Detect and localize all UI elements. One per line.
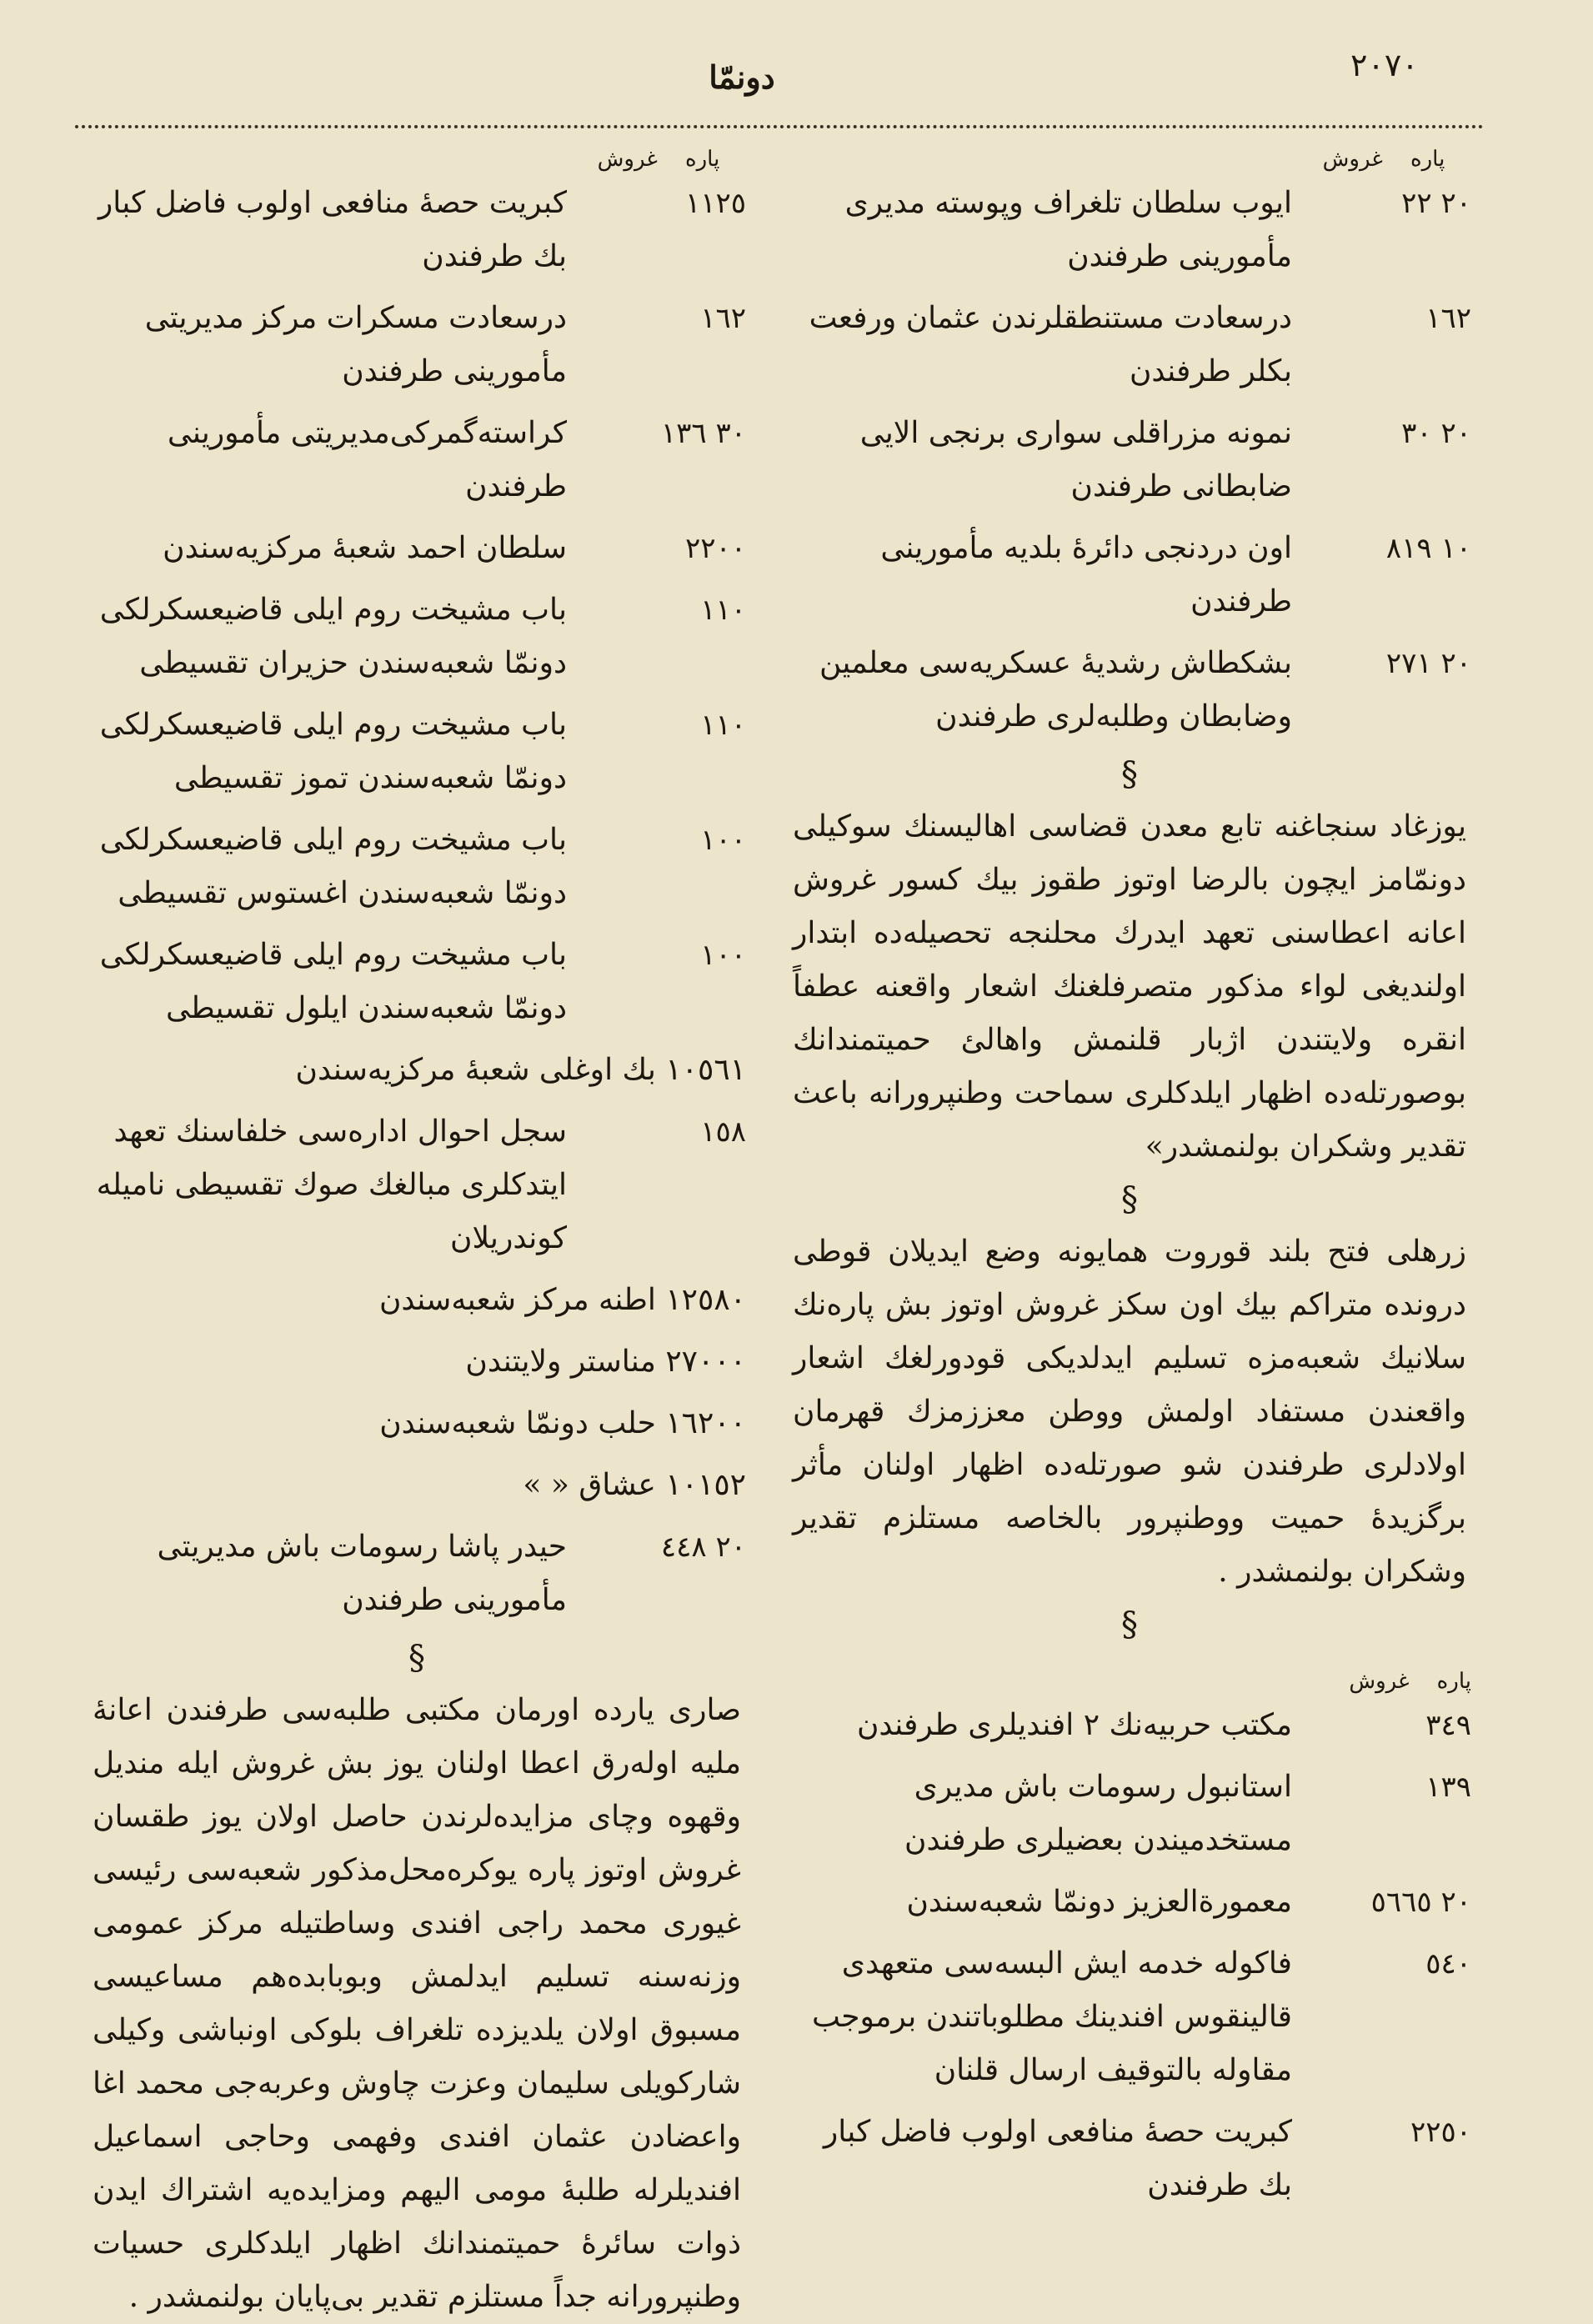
entry-text: باب مشیخت روم ایلی قاضیعسکرلکی دونمّا شعبه‌سندن تموز تقسیطی [99,708,567,795]
entry-text: سلطان احمد شعبهٔ مرکزیه‌سندن [163,531,567,565]
list-item [788,177,1471,283]
entry-text: ایوب سلطان تلغراف وپوسته مدیری مأمورینی طرفندن [844,186,1292,273]
list-item [88,1335,746,1389]
entry-text: کبریت حصهٔ منافعی اولوب فاضل کبار بك طرفندن [98,186,567,273]
amount: ١٦٢ [700,302,746,335]
list-item [88,1520,746,1627]
amount: ١١٢٥ [684,187,746,220]
amount: ٢٠ ٢٧١ [1385,647,1471,680]
list-item [88,1274,746,1327]
entry-text: باب مشیخت روم ایلی قاضیعسکرلکی دونمّا شعبه‌سندن حزیران تقسیطی [99,593,567,680]
amount: ٢٠ ٣٠ [1401,417,1471,450]
entry-text: ٢٧٠٠٠ مناستر ولایتندن [465,1345,746,1379]
entry-text: باب مشیخت روم ایلی قاضیعسکرلکی دونمّا شعبه‌سندن ایلول تقسیطی [99,938,567,1025]
entry-text: اون دردنجی دائرهٔ بلدیه مأمورینی طرفندن [880,531,1292,619]
list-item [88,177,746,283]
paragraph: یوزغاد سنجاغنه تابع معدن قضاسی اهالیسنك سوکیلی دونمّامز ایچون بالرضا اوتوز طقوز بیك کسور غروش اعانه اعطاسنی تعهد ایدرك محلنجه تحصیله‌ده ابتدار اولندیغی لواء مذکور متصرفلغنك اشعار واقعنه عطفاً انقره ولایتندن اژبار قلنمش واهالئ حمیتمندانك بوصورتله‌ده اظهار ایلدکلری سماحت وطنپرورانه باعث تقدیر وشکران بولنمشدر» [793,809,1466,1164]
kurus-heading: غروش [1349,1669,1410,1694]
entry-text: باب مشیخت روم ایلی قاضیعسکرلکی دونمّا شعبه‌سندن اغستوس تقسیطی [99,823,567,910]
amount: ٢٠ ٢٢ [1401,187,1471,220]
kurus-heading: غروش [1322,147,1383,172]
column-header [788,1664,1471,1699]
para-heading: پاره [684,147,720,172]
amount: ١٥٨ [700,1115,746,1149]
entry-text: حیدر پاشا رسومات باش مدیریتی مأمورینی طرفندن [157,1530,567,1617]
amount: ١١٠ [700,709,746,742]
entry-text: ١٠٥٦١ بك اوغلی شعبهٔ مرکزیه‌سندن [295,1053,746,1087]
entry-text: بشکطاش رشدیهٔ عسکریه‌سی معلمین وضابطان وطلبه‌لری طرفندن [819,646,1292,734]
column-header [88,142,746,177]
entry-text: نمونه مزراقلی سواری برنجی الایی ضابطانی طرفندن [859,416,1292,503]
amount: ١٦٢ [1425,302,1471,335]
entry-text: درسعادت مستنطقلرندن عثمان ورفعت بکلر طرفندن [809,301,1292,388]
entry-text: فاکوله خدمه ایش البسه‌سی متعهدی قالینقوس افندینك مطلوباتندن برموجب مقاوله بالتوقیف ارسال قلنان [811,1946,1292,2087]
amount: ٢٢٥٠ [1410,2116,1471,2149]
list-item [788,637,1471,744]
list-item [88,292,746,398]
para-heading: پاره [1410,147,1445,172]
entry-text: کبریت حصهٔ منافعی اولوب فاضل کبار بك طرفندن [823,2115,1292,2202]
list-item [88,407,746,513]
entry-text: مکتب حربیه‌نك ٢ افندیلری طرفندن [856,1708,1292,1742]
page-number: ٢٠٧٠ [1350,47,1419,83]
list-item [88,814,746,920]
para-heading: پاره [1436,1669,1471,1694]
list-item [788,2106,1471,2212]
list-item [788,1937,1471,2097]
list-item [88,584,746,690]
section-mark: § [1121,1605,1138,1644]
section-mark: § [1121,755,1138,794]
section-mark: § [408,1639,425,1677]
entry-text: سجل احوال اداره‌سی خلفاسنك تعهد ایتدکلری مبالغك صوك تقسیطی ناميله کوندریلان [96,1114,567,1255]
amount: ٥٤٠ [1425,1947,1471,1981]
entry-text: کراسته‌گمرکی‌مدیریتی مأمورینی طرفندن [167,416,567,503]
amount: ١٠ ٨١٩ [1385,532,1471,565]
list-item [788,407,1471,513]
list-item [88,699,746,805]
header-divider [75,125,1484,128]
entry-text: ١٦٢٠٠ حلب دونمّا شعبه‌سندن [379,1406,746,1440]
amount: ٢٠ ٥٦٦٥ [1370,1886,1471,1919]
list-item [88,929,746,1035]
entry-text: درسعادت مسکرات مرکز مدیریتی مأمورینی طرفندن [144,301,567,388]
entry-text: ١٢٥٨٠ اطنه مرکز شعبه‌سندن [378,1283,746,1317]
list-item [88,1459,746,1512]
paragraph: زرهلی فتح بلند قوروت همایونه وضع ایدیلان قوطی درونده متراکم بیك اون سکز غروش اوتوز بش پاره‌نك سلانیك شعبه‌مزه تسلیم ایدلدیکی قودورلغك اشعار واقعندن مستفاد اولمش ووطن معززمزك قهرمان اولادلری طرفندن شو صورتله‌ده اظهار اولنان مأثر برگزیدهٔ حمیت ووطنپرور بالخاصه مستلزم تقدیر وشکران بولنمشدر . [793,1235,1466,1589]
list-item [788,1699,1471,1752]
list-item [788,1876,1471,1929]
entry-text: معمورة‌العزیز دونمّا شعبه‌سندن [906,1885,1292,1919]
left-column [88,142,746,2324]
list-item [88,1044,746,1097]
list-item [788,292,1471,398]
paragraph: صاری یارده اورمان مکتبی طلبه‌سی طرفندن اعانهٔ ملیه اوله‌رق اعطا اولنان یوز بش غروش ایله مندیل وقهوه وچای مزایده‌لرندن حاصل اولان یوز طقسان غروش اوتوز پاره یوکره‌محل‌مذکور شعبه‌سی رئیسی غیوری محمد راجی افندی وساطتیله مرکز عمومی وزنه‌سنه تسلیم ایدلمش وبوبابده‌هم مساعیسی مسبوق اولان یلدیزده تلغراف بلوکی اونباشی وکیلی شارکویلی سلیمان وعزت چاوش وعربه‌جی محمد اغا واعضادن عثمان افندی وفهمی وحاجی اسماعیل افندیلرله طلبهٔ مومی الیهم ومزایده‌یه اشتراك ایدن ذوات سائرهٔ حمیتمندانك اظهار ایلدکلری حسیات وطنپرورانه جداً مستلزم تقدیر بی‌پایان بولنمشدر . [93,1693,741,2314]
entry-text: ١٠١٥٢ عشاق « » [523,1468,746,1502]
amount: ٣٠ ١٣٦ [660,417,746,450]
amount: ١١٠ [700,594,746,627]
amount: ٣٤٩ [1425,1709,1471,1742]
list-item [88,522,746,575]
entry-text: استانبول رسومات باش مدیری مستخدمیندن بعضیلری طرفندن [904,1770,1292,1857]
section-mark: § [1121,1180,1138,1219]
amount: ٢٠ ٤٤٨ [660,1530,746,1564]
amount: ٢٢٠٠ [684,532,746,565]
column-header [788,142,1471,177]
page-title: دونمّا [709,58,775,96]
amount: ١٠٠ [700,939,746,972]
amount: ١٣٩ [1425,1771,1471,1804]
right-column [788,142,1471,2221]
kurus-heading: غروش [597,147,658,172]
amount: ١٠٠ [700,824,746,857]
list-item [788,1761,1471,1867]
list-item [88,1105,746,1265]
list-item [88,1397,746,1450]
list-item [788,522,1471,629]
